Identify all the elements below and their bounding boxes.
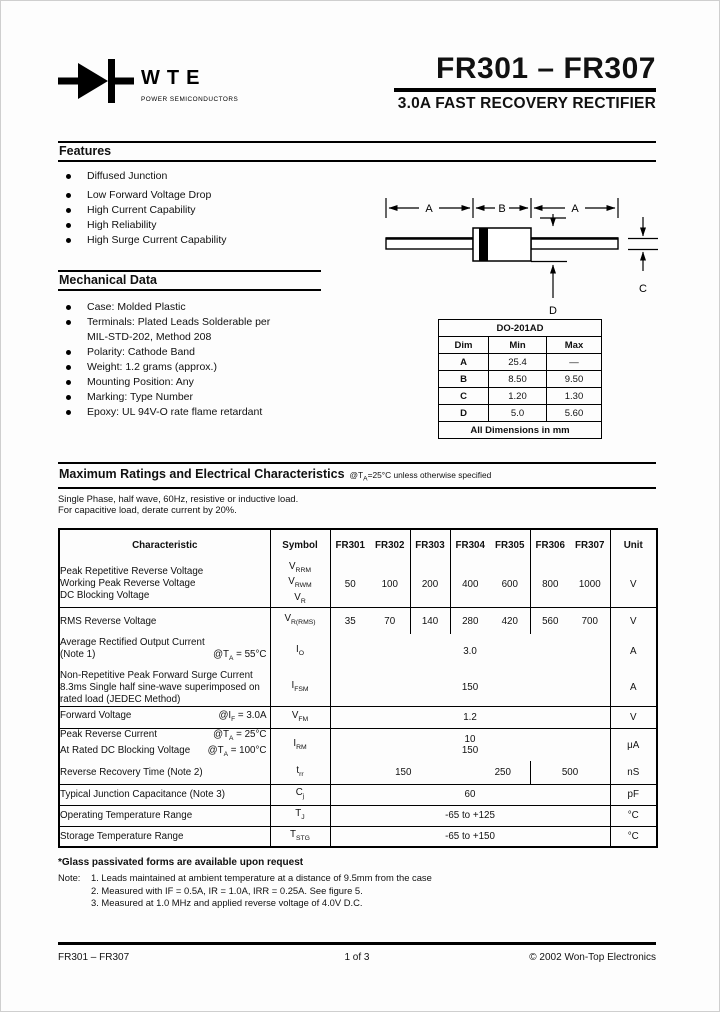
col-header-device: FR305 <box>490 529 530 561</box>
col-header-device: FR302 <box>370 529 410 561</box>
features-heading: Features <box>59 144 112 158</box>
col-header-device: FR306 <box>535 540 565 551</box>
dim-label-a1: A <box>425 203 433 215</box>
table-row-reverse-current: Peak Reverse Current $@T_A = 25^\circ C$ At Rated DC Blocking Voltage $@T_A = 100^\circ C$ $I_{RM}$ 10 150 μA <box>59 729 657 761</box>
table-row-storage-temp: Storage Temperature Range $T_{STG}$ -65 to +150 °C <box>59 826 657 847</box>
col-header-device: FR304 <box>455 540 485 551</box>
col-header-symbol: Symbol <box>270 529 330 561</box>
list-item <box>66 361 376 375</box>
bullet-icon <box>66 193 71 198</box>
dim-label-c: C <box>639 283 647 295</box>
bullet-icon <box>66 305 71 310</box>
table-row-operating-temp: Operating Temperature Range $T_J$ -65 to +125 °C <box>59 805 657 826</box>
brand-name: WTE <box>141 67 207 89</box>
mechanical-heading: Mechanical Data <box>59 273 157 287</box>
table-row-junction-capacitance: Typical Junction Capacitance (Note 3) $C_j$ 60 pF <box>59 784 657 805</box>
page-subtitle: 3.0A FAST RECOVERY RECTIFIER <box>397 94 656 112</box>
list-item <box>66 170 376 184</box>
mech-text: Terminals: Plated Leads Solderable per MIL-STD-202, Method 208 <box>87 316 271 343</box>
col-header-device: FR301 <box>335 540 365 551</box>
table-row-recovery-time: Reverse Recovery Time (Note 2) $t_{rr}$ 150 250 500 nS <box>59 761 657 784</box>
dim-label-d: D <box>549 305 557 317</box>
table-row-surge-current: Non-Repetitive Peak Forward Surge Current 8.3ms Single half sine-wave superimposed on rated load (JEDEC Method) $I_{FSM}$ 150 A <box>59 669 657 707</box>
list-item <box>66 234 376 248</box>
divider <box>58 160 656 162</box>
bullet-icon <box>66 208 71 213</box>
table-row-forward-voltage: Forward Voltage $@I_F = 3.0A$ $V_{FM}$ 1.2 V <box>59 707 657 729</box>
bullet-icon <box>66 223 71 228</box>
col-header-device: FR307 <box>570 529 610 561</box>
features-list <box>58 170 376 249</box>
dim-label-b: B <box>498 203 506 215</box>
note-item: 2. Measured with IF = 0.5A, IR = 1.0A, IRR = 0.25A. See figure 5. <box>91 884 363 896</box>
table-row: C 1.20 1.30 <box>439 388 602 405</box>
note-item: 1. Leads maintained at ambient temperature at a distance of 9.5mm from the case <box>91 872 432 883</box>
table-header-row <box>59 529 657 561</box>
mech-text: Mounting Position: Any <box>87 375 194 388</box>
note-label: Note: <box>58 872 81 883</box>
list-item <box>66 406 376 420</box>
list-item <box>66 391 376 405</box>
dim-col-header: Min <box>489 337 547 354</box>
mech-text: Marking: Type Number <box>87 390 194 403</box>
dim-table-footer: All Dimensions in mm <box>439 422 602 439</box>
table-row: D 5.0 5.60 <box>439 405 602 422</box>
mechanical-list <box>58 301 376 421</box>
glass-note: *Glass passivated forms are available upon request <box>58 857 304 868</box>
brand-tagline: POWER SEMICONDUCTORS <box>141 96 239 103</box>
table-row: A 25.4 — <box>439 354 602 371</box>
list-item <box>66 346 376 360</box>
ratings-table <box>58 528 658 848</box>
list-item <box>66 219 376 233</box>
ratings-intro-line: Single Phase, half wave, 60Hz, resistive or inductive load. <box>58 492 299 504</box>
list-item <box>66 376 376 390</box>
dim-col-header: Max <box>547 337 602 354</box>
dim-table-title: DO-201AD <box>439 320 602 337</box>
col-header-unit: Unit <box>623 540 643 551</box>
brand-logo <box>58 53 136 113</box>
ratings-section-header <box>58 462 656 516</box>
footer-page-number: 1 of 3 <box>344 951 370 963</box>
mech-text: Case: Molded Plastic <box>87 301 186 313</box>
feature-text: High Reliability <box>87 218 157 231</box>
divider <box>58 289 321 291</box>
bullet-icon <box>66 238 71 243</box>
diode-symbol-icon <box>58 53 136 108</box>
col-header-device: FR303 <box>410 529 450 561</box>
bullet-icon <box>66 380 71 385</box>
feature-text: Diffused Junction <box>87 170 168 182</box>
list-item <box>66 189 376 203</box>
dim-col-header: Dim <box>439 337 489 354</box>
ratings-heading: Maximum Ratings and Electrical Characteristics <box>59 467 345 481</box>
mechanical-section <box>58 270 321 291</box>
table-row-reverse-voltage: Peak Repetitive Reverse Voltage Working Peak Reverse Voltage DC Blocking Voltage $V_{RRM}$ $V_{RWM}$ $V_R$ 50 100 200 400 600 800 1000 V <box>59 561 657 608</box>
page-footer <box>58 942 656 963</box>
footer-copyright: © 2002 Won-Top Electronics <box>529 951 656 963</box>
list-item <box>66 204 376 218</box>
bullet-icon <box>66 410 71 415</box>
ratings-condition: $@T_A=25^\circ C$ unless otherwise specified <box>349 470 492 483</box>
title-divider <box>394 88 656 92</box>
mech-text: Polarity: Cathode Band <box>87 345 195 358</box>
package-diagram <box>379 193 669 323</box>
features-section <box>58 141 656 162</box>
page-title: FR301 – FR307 <box>436 52 656 85</box>
divider <box>58 487 656 489</box>
bullet-icon <box>66 320 71 325</box>
title-block <box>394 54 656 113</box>
note-item: 3. Measured at 1.0 MHz and applied reverse voltage of 4.0V D.C. <box>91 897 363 909</box>
note-items <box>91 872 432 910</box>
list-item <box>66 301 376 315</box>
dimensions-table <box>438 319 602 439</box>
notes-section <box>58 857 656 910</box>
bullet-icon <box>66 365 71 370</box>
ratings-intro-line: For capacitive load, derate current by 20%. <box>58 504 237 516</box>
feature-text: Low Forward Voltage Drop <box>87 188 212 201</box>
dim-label-a2: A <box>571 203 579 215</box>
table-row-output-current: Average Rectified Output Current (Note 1) $@T_A = 55^\circ C$ $I_O$ 3.0 A <box>59 634 657 669</box>
feature-text: High Surge Current Capability <box>87 233 227 246</box>
mech-text: Weight: 1.2 grams (approx.) <box>87 360 217 373</box>
table-row-rms-voltage: RMS Reverse Voltage $V_{R(RMS)}$ 35 70 140 280 420 560 700 V <box>59 608 657 634</box>
bullet-icon <box>66 395 71 400</box>
bullet-icon <box>66 174 71 179</box>
table-row: B 8.50 9.50 <box>439 371 602 388</box>
mech-text: Epoxy: UL 94V-O rate flame retardant <box>87 405 263 418</box>
footer-part-number: FR301 – FR307 <box>58 951 130 963</box>
list-item <box>66 316 376 344</box>
bullet-icon <box>66 350 71 355</box>
col-header-characteristic: Characteristic <box>59 529 270 561</box>
feature-text: High Current Capability <box>87 203 196 216</box>
